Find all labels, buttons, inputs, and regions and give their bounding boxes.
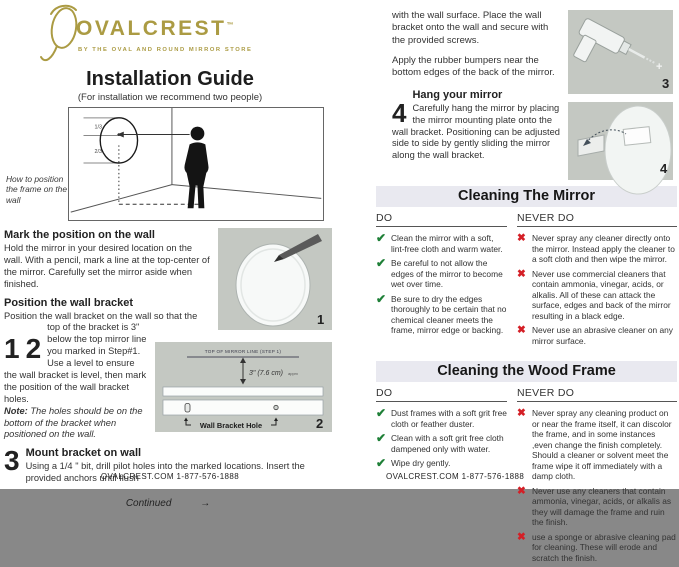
check-icon: ✔: [376, 456, 387, 470]
never-do-item-text: Never spray any cleaner directly onto the mirror. Instead apply the cleaner to a soft cloth and then wipe the mirror.: [531, 233, 675, 264]
positioning-diagram-row: [0, 103, 340, 221]
right-page-content: [340, 0, 679, 176]
bracket-hole: [185, 404, 190, 413]
check-icon: ✔: [376, 431, 387, 445]
step-4-number: 4: [392, 98, 407, 128]
check-icon: ✔: [376, 291, 387, 306]
page-title: Installation Guide: [86, 68, 254, 90]
brand-tagline: BY THE OVAL AND ROUND MIRROR STORE: [78, 47, 253, 53]
continued-indicator: [4, 490, 332, 509]
do-item-text: Wipe dry gently.: [391, 458, 451, 468]
step-2-body-text: Position the wall bracket on the wall so that the top of the bracket is 3" below the top mirror line you marked in Step#1. Use a level to ensure the wall bracket is level, then mark the position of the wall bracket holes.: [4, 310, 198, 404]
room-diagram: [68, 107, 324, 221]
do-item-text: Be sure to dry the edges thoroughly to be certain that no chemical cleaner meets the frame, mirror edge or backing.: [391, 293, 507, 335]
never-do-item: [517, 408, 677, 482]
check-icon: ✔: [376, 256, 387, 270]
section-title-cleaning-wood-frame: Cleaning the Wood Frame: [376, 361, 677, 382]
person-silhouette: [184, 127, 208, 209]
figure-2-number: 2: [316, 416, 324, 431]
mirror-oval: [100, 118, 137, 163]
section-cleaning-wood-frame: [376, 361, 677, 567]
never-do-item-text: Never spray any cleaning product on or near the frame itself, it can discolor the frame, and in some instances ,even change the finish completely. Should a cleaner or solvent meet the frame wipe it off immediately with a damp cloth.: [531, 408, 672, 481]
continuation-paragraph-2: Apply the rubber bumpers near the bottom edges of the back of the mirror.: [392, 55, 555, 79]
continued-arrow-icon: →: [200, 498, 211, 510]
never-do-column: [517, 387, 677, 567]
do-item: [376, 291, 507, 336]
mounting-plate: [623, 127, 651, 146]
never-do-item-text: Never use any cleaners that contain ammonia, vinegar, acids, or alkalis as they will damage the frame and ruin the finish.: [531, 485, 672, 527]
never-do-heading: NEVER DO: [517, 387, 677, 402]
step-4-body: Carefully hang the mirror by placing the mirror mounting plate onto the wall bracket. Positioning can be adjusted side to side by gently sliding the mirror along the wall bracket.: [392, 102, 560, 161]
do-item-text: Clean with a soft grit free cloth dampened only with water.: [391, 433, 504, 454]
step-3-title: Mount bracket on wall: [25, 447, 142, 460]
page-left: [0, 0, 340, 510]
figure-3-drill: [568, 10, 673, 94]
do-heading: DO: [376, 387, 507, 402]
never-do-column: [517, 212, 677, 350]
cross-icon: ✖: [516, 530, 526, 543]
step-1-number: 1: [4, 333, 20, 364]
do-item-text: Be careful to not allow the edges of the mirror to become wet over time.: [391, 258, 503, 289]
brand-logo: [38, 2, 340, 66]
check-icon: ✔: [376, 231, 387, 245]
do-item-text: Clean the mirror with a soft, lint-free cloth and warm water.: [391, 233, 503, 254]
never-do-item: [517, 532, 677, 564]
do-item: [376, 233, 507, 254]
brand-name: [76, 17, 233, 41]
step-2-title: Position the wall bracket: [4, 296, 133, 309]
step-1-body: Hold the mirror in your desired location on the wall. With a pencil, mark a line at the top-center of the mirror. Carefully set the mirror aside when finished.: [4, 243, 210, 289]
step-3-body: Using a 1/4 " bit, drill pilot holes into the marked locations. Insert the provided anchors until flush: [25, 461, 305, 484]
cross-icon: ✖: [516, 324, 526, 336]
page-right: [340, 0, 679, 563]
step-1-title: Mark the position on the wall: [4, 229, 155, 241]
continued-text: Continued: [125, 498, 172, 510]
top-of-mirror-line-label: TOP OF MIRROR LINE (STEP 1): [204, 349, 282, 354]
check-icon: ✔: [376, 406, 387, 420]
never-do-item: [517, 233, 677, 265]
arrowhead-icon: [117, 132, 124, 138]
mirror-back: [605, 106, 671, 194]
step-3-number: 3: [4, 445, 20, 477]
figure-4-number: 4: [660, 161, 668, 176]
fraction-label-top: 1/3: [94, 124, 102, 131]
cross-icon: ✖: [516, 232, 526, 244]
brand-name-text: OVALCREST: [76, 17, 227, 40]
figure-1-illustration: [218, 228, 332, 330]
cross-icon: ✖: [516, 267, 526, 280]
distance-label: 3" (7.6 cm): [249, 370, 283, 377]
figure-4-illustration: [568, 102, 673, 180]
never-do-item: [517, 325, 677, 346]
do-column: [376, 212, 507, 350]
room-diagram-illustration: [69, 108, 323, 220]
figure-2-bracket-diagram: [155, 342, 332, 432]
never-do-item-text: Never use commercial cleaners that contain ammonia, vinegar, acids, or alkalis. All of these can attack the surface, edges and back of the mirror resulting in a black edge.: [531, 268, 671, 321]
step-2-note-text: The holes should be on the bottom of the bracket when positioned on the wall.: [4, 405, 143, 440]
step-2-note-label: Note:: [4, 405, 28, 416]
never-do-item-text: use a sponge or abrasive cleaning pad for cleaning. These will erode and scratch the finish.: [531, 531, 676, 563]
footer-right: OVALCREST.COM 1-877-576-1888: [386, 472, 525, 481]
continuation-paragraph-1: with the wall surface. Place the wall bracket onto the wall and secure with the provided screws.: [392, 10, 549, 46]
figure-2-illustration: [155, 342, 332, 432]
do-item-text: Dust frames with a soft grit free cloth or feather duster.: [391, 408, 507, 429]
never-do-item: [517, 486, 677, 528]
do-item: [376, 458, 507, 469]
do-item: [376, 408, 507, 429]
screw-plus-mark: +: [656, 61, 663, 73]
section-cleaning-mirror: [376, 186, 677, 350]
cross-icon: ✖: [516, 484, 526, 497]
approx-label: apprx: [288, 371, 299, 376]
cross-icon: ✖: [516, 407, 526, 419]
figure-4-hang-mirror: [568, 102, 673, 180]
cleaning-sections: [376, 186, 677, 567]
never-do-heading: NEVER DO: [517, 212, 677, 227]
fraction-label-bottom: 2/3: [94, 149, 102, 156]
figure-3-number: 3: [662, 76, 670, 91]
never-do-item-text: Never use an abrasive cleaner on any mirror surface.: [531, 325, 673, 346]
bracket-bar: [163, 387, 323, 396]
footer-left: OVALCREST.COM 1-877-576-1888: [100, 472, 240, 481]
page-subtitle: (For installation we recommend two people): [77, 92, 263, 103]
never-do-item: [517, 269, 677, 322]
figure-1-mirror-marking: [218, 228, 332, 330]
step-4-title: Hang your mirror: [412, 88, 503, 101]
figure-3-illustration: [568, 10, 673, 94]
trademark-symbol: ™: [226, 22, 234, 29]
bracket-screw: [274, 405, 278, 409]
do-heading: DO: [376, 212, 507, 227]
oval-mirror: [236, 244, 310, 326]
diagram-caption: How to position the frame on the wall: [6, 173, 67, 205]
installation-steps: [0, 221, 340, 509]
do-item: [376, 258, 507, 290]
wall-bracket-hole-label: Wall Bracket Hole: [199, 421, 263, 430]
section-title-cleaning-mirror: Cleaning The Mirror: [376, 186, 677, 207]
figure-1-number: 1: [317, 312, 325, 327]
do-item: [376, 433, 507, 454]
step-2-number: 2: [25, 333, 42, 364]
